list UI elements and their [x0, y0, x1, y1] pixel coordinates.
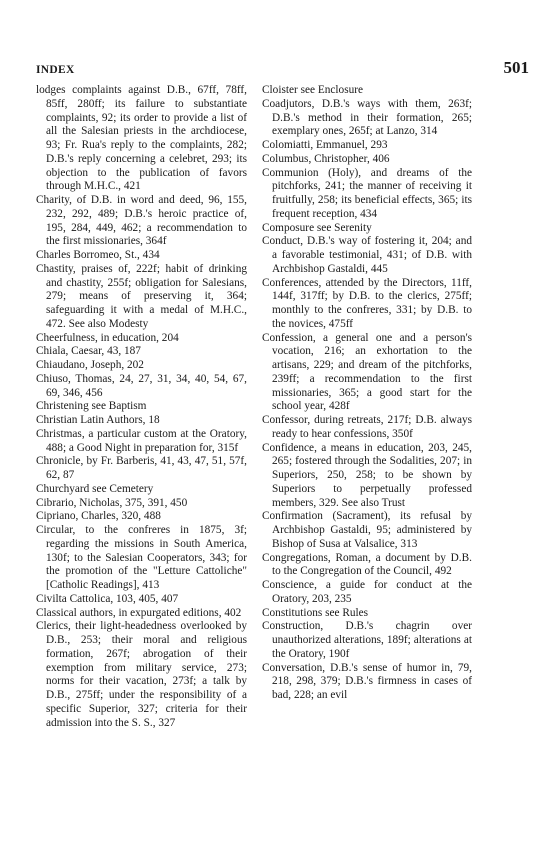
index-entry: Colomiatti, Emmanuel, 293 — [262, 139, 388, 151]
index-entry: Conduct, D.B.'s way of fostering it, 204; and a favorable testimonial, 431; of D.B. with Archbishop Gastaldi, 445 — [262, 235, 472, 275]
index-entry: Confessor, during retreats, 217f; D.B. always ready to hear confessions, 350f — [262, 414, 472, 440]
index-entry: Communion (Holy), and dreams of the pitchforks, 241; the manner of receiving it fruitfully, 258; its beneficial effects, 365; its frequent reception, 434 — [262, 166, 472, 220]
index-entry: Constitutions see Rules — [262, 606, 369, 619]
index-entry: lodges complaints against D.B., 67ff, 78ff, 85ff, 280ff; its failure to substantiate complaints, 92; its order to provide a list of all the Salesian priests in the archdiocese, 93; Fr. Rua's reply to the complaints, 282; D.B.'s reply concerning a celebret, 293; its objection to the publication of favors through M.H.C., 421 — [36, 84, 247, 193]
index-entry: Confession, a general one and a person's vocation, 216; an exhortation to the artisans, 229; and dream of the pitchforks, 239ff; a recommendation to the first missionaries, 365; a good start for the school year, 428f — [262, 331, 472, 413]
header-title: INDEX — [36, 64, 75, 76]
index-entry: Conscience, a guide for conduct at the Oratory, 203, 235 — [262, 579, 472, 605]
index-entry: Cloister see Enclosure — [262, 84, 364, 96]
index-entry: Chastity, praises of, 222f; habit of drinking and chastity, 255f; obligation for Salesians, 279; means of preserving it, 364; safeguarding it with a medal of M.H.C., 472. See also Modesty — [36, 262, 247, 330]
index-entry: Cibrario, Nicholas, 375, 391, 450 — [36, 496, 188, 509]
index-entry: Confidence, a means in education, 203, 245, 265; fostered through the Sodalities, 207; in Superiors, 250, 258; to be shown by Superiors to perpetually professed members, 329. See also Trust — [262, 441, 472, 509]
index-entry: Charity, of D.B. in word and deed, 96, 155, 232, 292, 489; D.B.'s heroic practice of, 195, 284, 449, 462; a recommendation to the first missionaries, 364f — [36, 194, 247, 248]
index-entry: Cheerfulness, in education, 204 — [36, 331, 179, 344]
index-entry: Composure see Serenity — [262, 221, 372, 234]
index-column-left — [36, 84, 247, 730]
index-entry: Clerics, their light-headedness overlooked by D.B., 253; their moral and religious formation, 267f; abrogation of their exemption from military service, 273; norms for their vacation, 273f; a talk by D.B., 275ff; under the responsibility of a specific Superior, 327; criteria for their admission into the S. S., 327 — [36, 620, 247, 729]
index-entry: Construction, D.B.'s chagrin over unauthorized alterations, 189f; alterations at the Oratory, 190f — [262, 620, 472, 660]
index-entry: Confirmation (Sacrament), its refusal by Archbishop Gastaldi, 95; administered by Bishop of Susa at Valsalice, 313 — [262, 510, 472, 550]
index-entry: Civilta Cattolica, 103, 405, 407 — [36, 592, 179, 605]
index-entry: Cipriano, Charles, 320, 488 — [36, 510, 161, 523]
index-entry: Christmas, a particular custom at the Oratory, 488; a Good Night in preparation for, 315f — [36, 427, 247, 454]
index-entry: Coadjutors, D.B.'s ways with them, 263f; D.B.'s method in their formation, 265; exemplary ones, 265f; at Lanzo, 314 — [262, 97, 472, 138]
index-entry: Christening see Baptism — [36, 400, 147, 413]
index-entry: Chiala, Caesar, 43, 187 — [36, 345, 141, 358]
index-entry: Chiuso, Thomas, 24, 27, 31, 34, 40, 54, 67, 69, 346, 456 — [36, 372, 247, 399]
index-entry: Christian Latin Authors, 18 — [36, 414, 160, 426]
index-entry: Conversation, D.B.'s sense of humor in, 79, 218, 298, 379; D.B.'s firmness in cases of bad, 228; an evil — [262, 661, 472, 701]
index-entry: Churchyard see Cemetery — [36, 482, 154, 495]
index-entry: Congregations, Roman, a document by D.B. to the Congregation of the Council, 492 — [262, 551, 472, 578]
index-entry: Conferences, attended by the Directors, 11ff, 144f, 317ff; by D.B. to the clerics, 275ff; monthly to the confreres, 331; by D.B. to the novices, 475ff — [262, 276, 472, 330]
page-number: 501 — [503, 58, 529, 77]
index-entry: Chronicle, by Fr. Barberis, 41, 43, 47, 51, 57f, 62, 87 — [36, 455, 247, 481]
index-entry: Chiaudano, Joseph, 202 — [36, 359, 144, 371]
page-header — [36, 58, 529, 82]
index-column-right — [262, 84, 472, 703]
index-entry: Classical authors, in expurgated editions, 402 — [36, 606, 242, 619]
index-entry: Charles Borromeo, St., 434 — [36, 249, 160, 261]
index-entry: Columbus, Christopher, 406 — [262, 152, 390, 165]
index-entry: Circular, to the confreres in 1875, 3f; regarding the missions in South America, 130f; to the Salesian Cooperators, 343; for the promotion of the "Letture Cattoliche" [Catholic Readings], 413 — [36, 524, 247, 591]
